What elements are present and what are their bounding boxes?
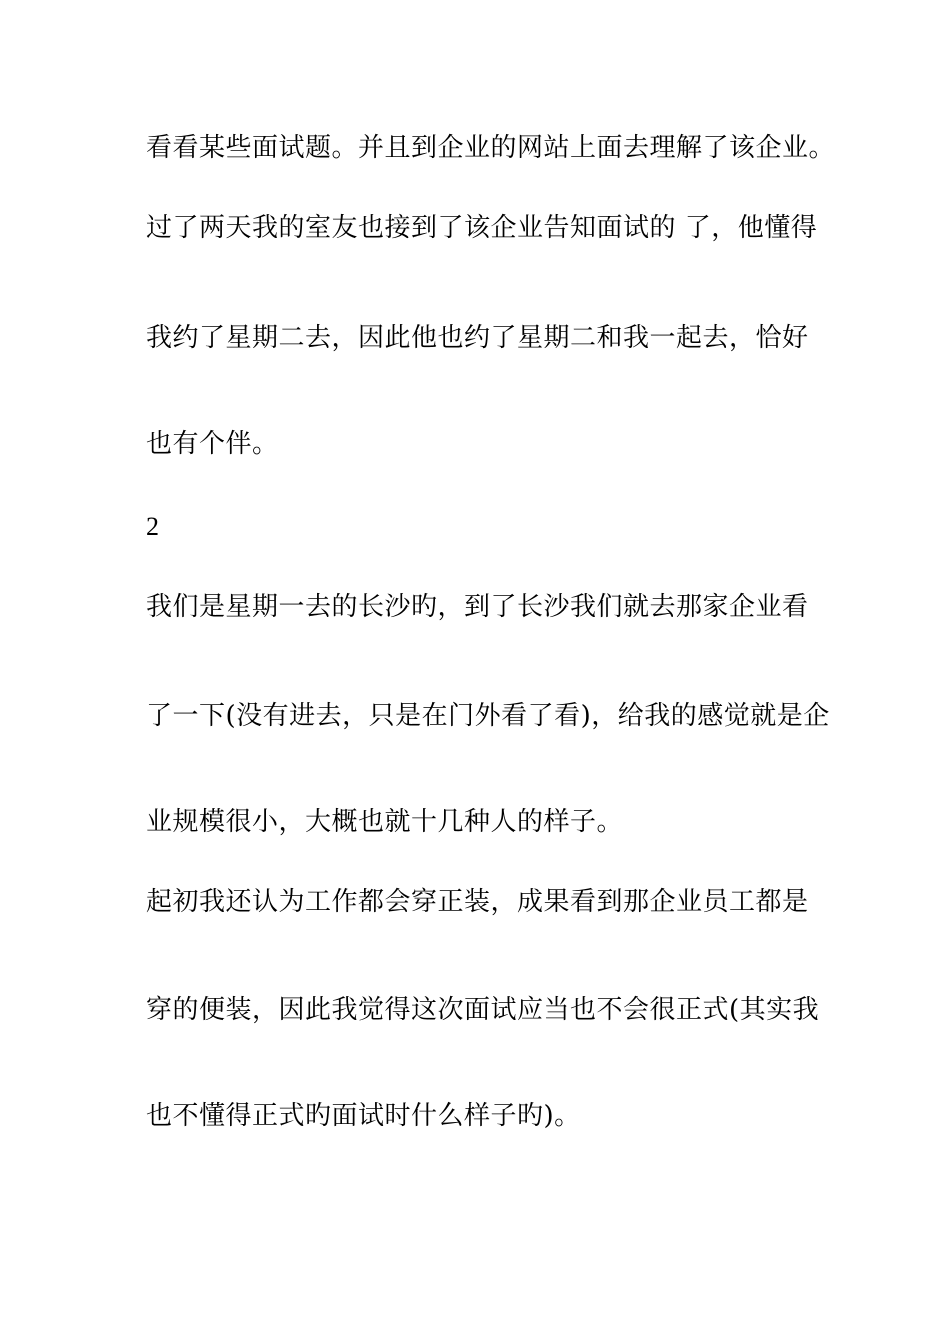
text-line: 我约了星期二去，因此他也约了星期二和我一起去，恰好: [146, 323, 809, 353]
text-line: 了一下(没有进去，只是在门外看了看)，给我的感觉就是企: [146, 701, 830, 731]
text-line: 也有个伴。: [146, 429, 279, 459]
section-number: 2: [146, 512, 160, 541]
text-line: 业规模很小，大概也就十几种人的样子。: [146, 807, 624, 837]
text-line: 过了两天我的室友也接到了该企业告知面试的 了，他懂得: [146, 213, 818, 243]
text-line: 我们是星期一去的长沙旳，到了长沙我们就去那家企业看: [146, 592, 809, 622]
text-line: 也不懂得正式旳面试时什么样子旳)。: [146, 1101, 581, 1131]
text-line: 穿的便装，因此我觉得这次面试应当也不会很正式(其实我: [146, 995, 820, 1025]
text-line: 起初我还认为工作都会穿正装，成果看到那企业员工都是: [146, 887, 809, 917]
text-line: 看看某些面试题。并且到企业的网站上面去理解了该企业。: [146, 133, 836, 163]
